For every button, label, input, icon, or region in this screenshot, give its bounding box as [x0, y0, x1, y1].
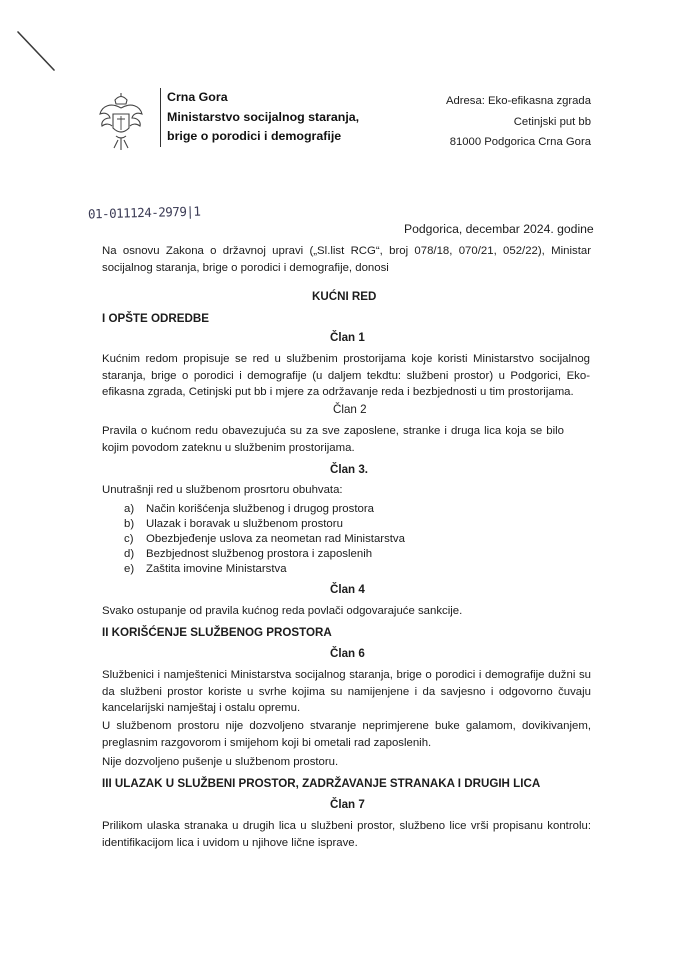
ministry-name-line1: Ministarstvo socijalnog staranja, — [167, 109, 360, 124]
article-6-paragraph-1: Službenici i namještenici Ministarstva socijalnog staranja, brige o porodici i demografije dužni su da službeni prostor koriste u svrhe kojima su namijenjene i da savjesno i odgovorno čuvaju kancelarijski namještaj i ostalu opremu. — [102, 669, 591, 714]
article-4-text: Svako ostupanje od pravila kućnog reda povlači odgovarajuće sankcije. — [102, 605, 463, 617]
address-block — [446, 91, 591, 153]
article-7-text: Prilikom ulaska stranaka u drugih lica u službeni prostor, službeno lice vrši propisanu kontrolu: identifikacijom lica i uvidom u njihove lične isprave. — [102, 820, 591, 849]
list-item: c) Obezbjeđenje uslova za neometan rad Ministarstva — [124, 533, 405, 545]
article-6-paragraph-3: Nije dozvoljeno pušenje u službenom prostoru. — [102, 756, 339, 768]
address-line-3: 81000 Podgorica Crna Gora — [449, 136, 591, 148]
document-title: KUĆNI RED — [312, 290, 377, 303]
country-name: Crna Gora — [167, 90, 228, 104]
list-item: b) Ulazak i boravak u službenom prostoru — [124, 518, 343, 530]
article-6-paragraph-2: U službenom prostoru nije dozvoljeno stvaranje neprimjerene buke galamom, dovikivanjem, preglasnim razgovorom i smijehom koji bi ometali rad zaposlenih. — [102, 720, 591, 749]
article-4-title: Član 4 — [330, 583, 365, 596]
article-1-title: Član 1 — [330, 331, 365, 344]
list-item: e) Zaštita imovine Ministarstva — [124, 563, 287, 575]
article-3-text: Unutrašnji red u službenom prosrtoru obuhvata: — [102, 484, 343, 496]
date-line: Podgorica, decembar 2024. godine — [404, 222, 594, 236]
article-1-text: Kućnim redom propisuje se red u službenim prostorijama koje koristi Ministarstvo socijalnog staranja, brige o porodici i demografije (u daljem tekdtu: službeni prostor) u Podgorici, Eko-efikasna zgrada, Cetinjski put bb i mjere za održavanje reda i bezbjednosti u tim prostorijama. — [102, 353, 590, 398]
pen-stroke-mark — [14, 26, 64, 76]
section-3-heading: III ULAZAK U SLUŽBENI PROSTOR, ZADRŽAVANJE STRANAKA I DRUGIH LICA — [102, 777, 541, 790]
intro-paragraph: Na osnovu Zakona o državnoj upravi („Sl.list RCG“, broj 078/18, 070/21, 052/22), Ministar socijalnog staranja, brige o porodici i demografije, donosi — [102, 245, 591, 274]
list-item: d) Bezbjednost službenog prostora i zaposlenih — [124, 548, 373, 560]
article-2-text: Pravila o kućnom redu obavezujuća su za sve zaposlene, stranke i druga lica koja se bilo kojim povodom zateknu u službenim prostorijama. — [102, 425, 564, 454]
section-2-heading: II KORIŠĆENJE SLUŽBENOG PROSTORA — [102, 626, 332, 639]
article-3-list — [124, 502, 405, 577]
coat-of-arms-icon — [96, 92, 146, 152]
article-6-title: Član 6 — [330, 647, 365, 660]
address-line-1: Adresa: Eko-efikasna zgrada — [445, 95, 591, 107]
article-2-title: Član 2 — [333, 403, 367, 416]
ministry-name-line2: brige o porodici i demografije — [167, 129, 342, 143]
article-3-title: Član 3. — [330, 463, 369, 476]
list-item: a) Način korišćenja službenog i drugog prostora — [124, 503, 374, 515]
ministry-header — [160, 88, 359, 147]
address-line-2: Cetinjski put bb — [513, 115, 591, 128]
article-7-title: Član 7 — [330, 798, 365, 811]
section-1-heading: I OPŠTE ODREDBE — [102, 312, 209, 325]
handwritten-reference-number: 01-011124-2979|1 — [87, 203, 201, 222]
